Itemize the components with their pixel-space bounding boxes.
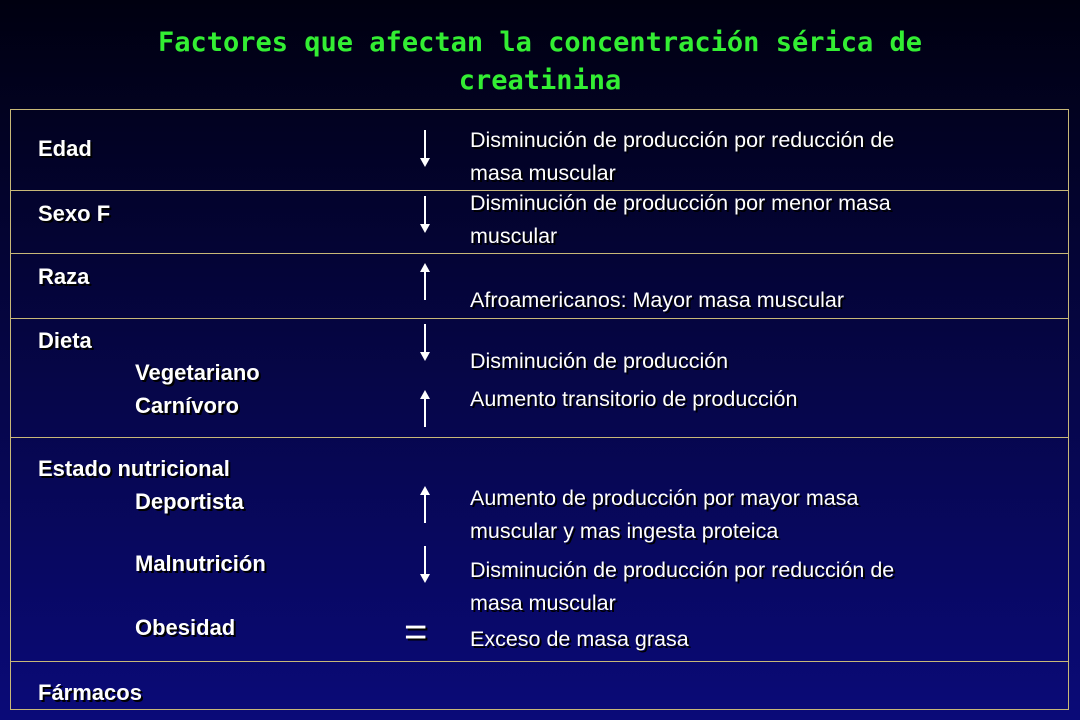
row-desc-raza xyxy=(470,284,844,317)
row-label-farmacos: Fármacos xyxy=(38,680,142,705)
desc-line: Aumento de producción por mayor masa xyxy=(470,486,859,510)
desc-line: masa muscular xyxy=(470,161,616,185)
arrow-down-icon xyxy=(419,130,431,168)
title-line-2: creatinina xyxy=(458,65,622,96)
desc-line: Disminución de producción por reducción de xyxy=(470,558,895,582)
desc-line: Afroamericanos: Mayor masa muscular xyxy=(470,288,844,312)
row-label-dieta: Dieta xyxy=(38,328,92,353)
arrow-up-icon xyxy=(419,485,431,523)
sub-label-obesidad: Obesidad xyxy=(135,615,236,640)
arrow-down-icon xyxy=(419,546,431,584)
sub-label-vegetariano: Vegetariano xyxy=(135,360,260,385)
sub-label-carnivoro: Carnívoro xyxy=(135,393,239,418)
row-label-raza: Raza xyxy=(38,264,90,289)
row-desc-edad xyxy=(470,124,894,190)
arrow-down-icon xyxy=(419,196,431,234)
title-line-1: Factores que afectan la concentración sérica de xyxy=(157,27,922,58)
row-divider xyxy=(10,253,1069,254)
sub-desc-obesidad: Exceso de masa grasa xyxy=(470,627,689,651)
desc-line: Disminución de producción por menor masa xyxy=(470,191,891,215)
equal-icon: = xyxy=(404,610,428,654)
slide-title xyxy=(0,24,1080,100)
row-label-estado-nutricional: Estado nutricional xyxy=(38,456,230,481)
row-desc-sexo xyxy=(470,187,891,253)
desc-line: muscular y mas ingesta proteica xyxy=(470,519,779,543)
arrow-down-icon xyxy=(419,324,431,362)
arrow-up-icon xyxy=(419,389,431,427)
sub-desc-vegetariano: Disminución de producción xyxy=(470,349,729,373)
arrow-up-icon xyxy=(419,262,431,300)
row-divider xyxy=(10,437,1069,438)
row-label-sexo: Sexo F xyxy=(38,201,111,226)
sub-label-deportista: Deportista xyxy=(135,489,244,514)
sub-desc-deportista xyxy=(470,482,858,548)
desc-line: muscular xyxy=(470,224,558,248)
desc-line: masa muscular xyxy=(470,591,616,615)
row-divider xyxy=(10,318,1069,319)
sub-desc-carnivoro: Aumento transitorio de producción xyxy=(470,387,798,411)
desc-line: Disminución de producción por reducción de xyxy=(470,128,895,152)
row-label-edad: Edad xyxy=(38,136,92,161)
sub-label-malnutricion: Malnutrición xyxy=(135,551,266,576)
row-divider xyxy=(10,661,1069,662)
sub-desc-malnutricion xyxy=(470,554,894,620)
